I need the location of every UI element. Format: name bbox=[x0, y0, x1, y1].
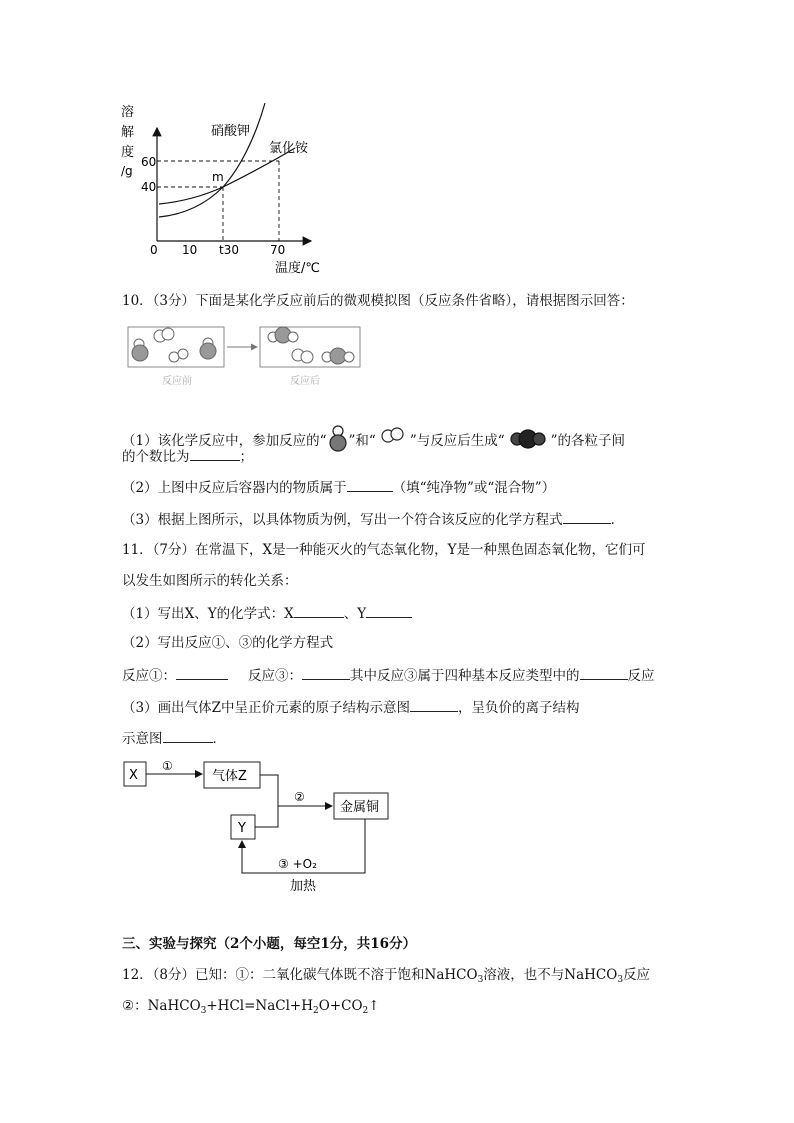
answer-blank[interactable] bbox=[563, 509, 611, 524]
reactant-molecule-icon bbox=[327, 424, 349, 454]
q11-part3-line1: （3）画出气体Z中呈正价元素的原子结构示意图 ，呈负价的离子结构 bbox=[122, 697, 579, 717]
kno3-curve bbox=[159, 103, 265, 217]
before-label: 反应前 bbox=[162, 376, 192, 387]
step1-label: ① bbox=[162, 759, 173, 773]
box-y-label: Y bbox=[238, 821, 246, 836]
product-molecule-icon bbox=[505, 427, 551, 451]
q11-title-line2: 以发生如图所示的转化关系： bbox=[122, 573, 298, 589]
answer-blank[interactable] bbox=[580, 665, 628, 680]
answer-blank[interactable] bbox=[294, 603, 344, 618]
step3-label: ③ +O₂ bbox=[278, 857, 317, 871]
q10-part2: （2）上图中反应后容器内的物质属于 （填“纯净物”或“混合物”） bbox=[122, 477, 555, 497]
solubility-graph bbox=[115, 98, 330, 278]
q12-equation: ②：$NaHCO_3+HCl=NaCl+H_2O+CO_2↑$ bbox=[122, 998, 380, 1016]
kno3-label: 硝酸钾 bbox=[211, 124, 251, 139]
ylabel-char: /g bbox=[121, 164, 133, 178]
answer-blank[interactable] bbox=[366, 603, 412, 618]
step2-label: ② bbox=[294, 790, 305, 804]
ylabel-char: 度 bbox=[121, 145, 135, 160]
box-x-label: X bbox=[129, 768, 138, 783]
q11-reactions: 反应①： 反应③： 其中反应③属于四种基本反应类型中的 反应 bbox=[122, 665, 655, 685]
x-tick-t30: t30 bbox=[219, 243, 239, 257]
conversion-flow-diagram bbox=[118, 755, 408, 900]
q11-part3-line2: 示意图 ． bbox=[122, 728, 226, 748]
answer-blank[interactable] bbox=[190, 446, 240, 461]
x-tick-0: 0 bbox=[150, 243, 158, 257]
answer-blank[interactable] bbox=[176, 665, 228, 680]
reaction-diagram bbox=[122, 322, 367, 390]
answer-blank[interactable] bbox=[163, 728, 213, 743]
intersection-label: m bbox=[212, 170, 224, 184]
x-axis-label: 温度/℃ bbox=[275, 261, 320, 276]
and-text: 和 bbox=[355, 433, 369, 449]
quote-close: ” bbox=[409, 433, 417, 449]
answer-blank[interactable] bbox=[410, 697, 458, 712]
q10-part3: （3）根据上图所示，以具体物质为例，写出一个符合该反应的化学方程式 ． bbox=[122, 509, 624, 529]
x-tick-70: 70 bbox=[270, 243, 286, 257]
answer-blank[interactable] bbox=[302, 665, 350, 680]
quote-open: “ bbox=[497, 433, 505, 449]
ylabel-char: 溶 bbox=[121, 105, 135, 120]
after-label: 反应后 bbox=[290, 376, 320, 387]
ylabel-char: 解 bbox=[121, 125, 135, 140]
q10-part1-line1: （1）该化学反应中，参加反应的“ ”和“ ”与反应后生成“ ”的各粒子间 bbox=[122, 424, 625, 454]
quote-close: ” bbox=[550, 433, 558, 449]
answer-blank[interactable] bbox=[347, 477, 393, 492]
nh4cl-curve bbox=[159, 148, 295, 204]
section3-title: 三、实验与探究（2个小题，每空1分，共16分） bbox=[122, 936, 417, 952]
quote-open: “ bbox=[319, 433, 327, 449]
q11-part2: （2）写出反应①、③的化学方程式 bbox=[122, 635, 334, 651]
heat-label: 加热 bbox=[290, 879, 317, 894]
y-tick-60: 60 bbox=[141, 155, 157, 169]
quote-close: ” bbox=[348, 433, 356, 449]
nh4cl-label: 氯化铵 bbox=[269, 141, 309, 156]
q10-title: 10．（3分）下面是某化学反应前后的微观模拟图（反应条件省略），请根据图示回答： bbox=[122, 293, 634, 309]
reactant-diatomic-icon bbox=[376, 425, 410, 449]
quote-open: “ bbox=[368, 433, 376, 449]
box-copper-label: 金属铜 bbox=[340, 800, 380, 815]
q12-line1: 12．（8分）已知：①：二氧化碳气体既不溶于饱和NaHCO$_3$溶液，也不与NaHCO$_3$反应 bbox=[122, 967, 651, 985]
q10-part1-line2: 的个数比为 ； bbox=[122, 446, 253, 466]
x-tick-10: 10 bbox=[182, 243, 198, 257]
box-gas-z-label: 气体Z bbox=[212, 769, 247, 784]
q11-title-line1: 11．（7分）在常温下，X是一种能灭火的气态氧化物，Y是一种黑色固态氧化物，它们可 bbox=[122, 542, 646, 558]
y-tick-40: 40 bbox=[141, 180, 157, 194]
q11-part1: （1）写出X、Y的化学式：X 、Y bbox=[122, 603, 412, 623]
